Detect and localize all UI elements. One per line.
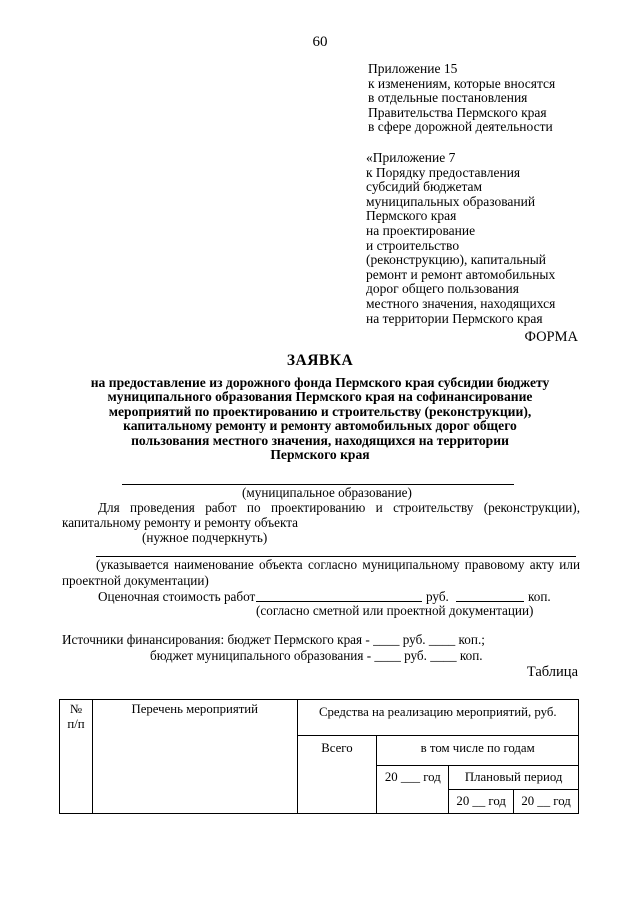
- header-year: 20 ___ год: [377, 766, 449, 814]
- estimate-kop-field[interactable]: [456, 601, 524, 602]
- funding-sources-line-2: бюджет муниципального образования - ____ руб. ____ коп.: [150, 648, 483, 663]
- annex-header: [368, 62, 555, 135]
- annex-7-line: субсидий бюджетам: [366, 179, 483, 195]
- header-plan-year-2: 20 __ год: [514, 790, 579, 814]
- annex-7-line: на проектирование: [366, 222, 476, 238]
- annex-7-line: ремонт и ремонт автомобильных: [366, 266, 556, 282]
- estimate-rub-field[interactable]: [256, 601, 422, 602]
- annex-header-line: Приложение 15: [368, 61, 458, 76]
- works-line-1: Для проведения работ по проектированию и строительству (реконструкции),: [98, 500, 580, 515]
- estimate-note: (согласно сметной или проектной документации): [256, 603, 534, 618]
- subtitle-line: Пермского края: [270, 447, 370, 463]
- table-label: Таблица: [526, 664, 578, 680]
- annex-7-line: и строительство: [366, 237, 460, 253]
- header-plan-year-1: 20 __ год: [449, 790, 514, 814]
- annex-7-line: местного значения, находящихся: [366, 295, 556, 311]
- underline-note: (нужное подчеркнуть): [142, 530, 268, 545]
- header-funds: Средства на реализацию мероприятий, руб.: [297, 700, 578, 736]
- annex-7-line: дорог общего пользования: [366, 281, 519, 297]
- subtitle-line: пользования местного значения, находящихся на территории: [131, 432, 509, 448]
- annex-7-line: Пермского края: [366, 208, 457, 224]
- document-subtitle: [40, 376, 600, 462]
- estimate-rub-label: руб.: [426, 589, 449, 604]
- annex-header-line: в отдельные постановления: [368, 90, 528, 106]
- annex-header-line: к изменениям, которые вносятся: [368, 75, 556, 91]
- header-total: Всего: [297, 736, 377, 814]
- annex-7-line: на территории Пермского края: [366, 310, 543, 326]
- subtitle-line: муниципального образования Пермского края на софинансирование: [107, 389, 533, 405]
- annex-7-line: (реконструкцию), капитальный: [366, 252, 547, 268]
- municipality-caption: (муниципальное образование): [242, 485, 412, 500]
- funding-sources-line-1: Источники финансирования: бюджет Пермского края - ____ руб. ____ коп.;: [62, 632, 485, 647]
- page-number: 60: [312, 34, 328, 50]
- header-num: № п/п: [60, 700, 93, 814]
- annex-7-line: муниципальных образований: [366, 193, 536, 209]
- annex-header-line: Правительства Пермского края: [368, 104, 547, 120]
- object-note-2: проектной документации): [62, 573, 209, 588]
- annex-7-block: [366, 151, 555, 326]
- estimate-kop-label: коп.: [528, 589, 551, 604]
- header-planning-period: Плановый период: [449, 766, 579, 790]
- document-title: ЗАЯВКА: [286, 352, 354, 369]
- form-label: ФОРМА: [524, 329, 578, 345]
- annex-7-line: к Порядку предоставления: [366, 164, 521, 180]
- header-by-years: в том числе по годам: [377, 736, 579, 766]
- annex-7-line: «Приложение 7: [366, 150, 456, 165]
- annex-header-line: в сфере дорожной деятельности: [368, 119, 553, 135]
- funding-table: [59, 699, 579, 814]
- subtitle-line: мероприятий по проектированию и строительству (реконструкции),: [108, 403, 532, 419]
- header-activities: Перечень мероприятий: [92, 700, 297, 814]
- estimate-label: Оценочная стоимость работ: [98, 589, 256, 604]
- object-note-1: (указывается наименование объекта согласно муниципальному правовому акту или: [96, 557, 580, 572]
- subtitle-line: на предоставление из дорожного фонда Пермского края субсидии бюджету: [90, 375, 550, 390]
- subtitle-line: капитальному ремонту и ремонту автомобильных дорог общего: [123, 418, 517, 434]
- works-line-2: капитальному ремонту и ремонту объекта: [62, 515, 298, 530]
